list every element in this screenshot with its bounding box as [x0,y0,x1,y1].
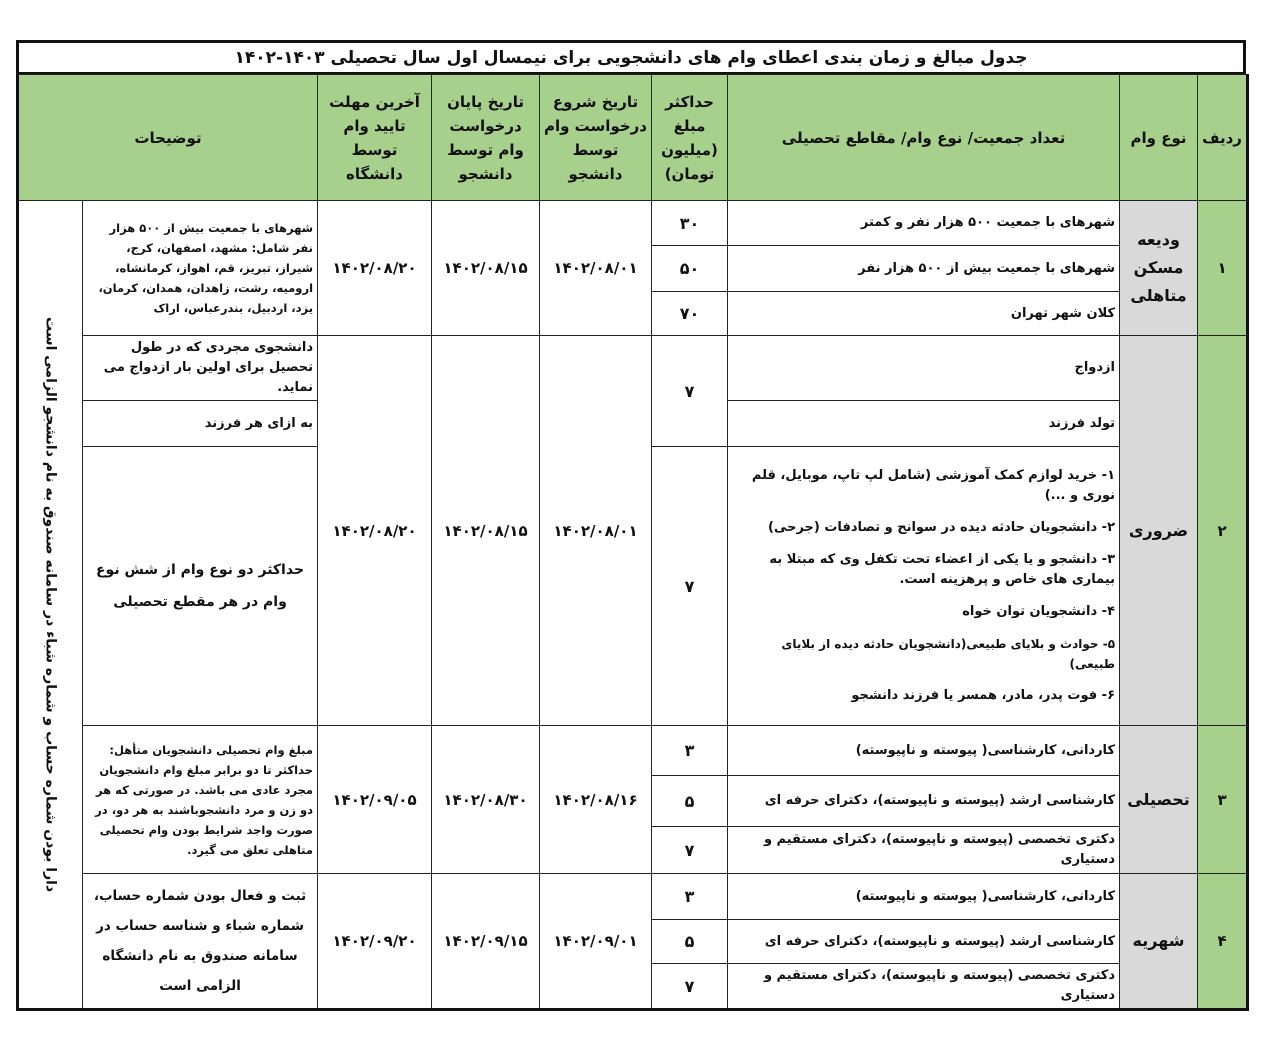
loan-type: ضروری [1120,336,1198,726]
amount-cell: ۷ [652,447,728,726]
list-item: ۲- دانشجویان حادثه دیده در سوانح و تصادفات (جرحی) [767,520,1116,535]
header-row-number: ردیف [1198,75,1248,201]
deadline-date: ۱۴۰۲/۰۸/۲۰ [318,336,432,726]
amount-cell: ۷ [652,336,728,447]
amount-cell: ۵۰ [652,246,728,292]
list-item: ۵- حوادث و بلایای طبیعی(دانشجویان حادثه دیده از بلایای طبیعی) [781,637,1116,671]
note-cell: دانشجوی مجردی که در طول تحصیل برای اولین بار ازدواج می نماید. [83,336,318,401]
note-cell: شهرهای با جمعیت بیش از ۵۰۰ هزار نفر شامل: مشهد، اصفهان، کرج، شیراز، تبریز، قم، اهواز، کرمانشاه، ارومیه، رشت، زاهدان، همدان، کرمان، یزد، اردبیل، بندرعباس، اراک [83,201,318,336]
header-row [18,75,1248,201]
table-row [18,726,1248,776]
category-cell: کارشناسی ارشد (پیوسته و ناپیوسته)، دکترای حرفه ای [728,920,1120,964]
note-cell: حداکثر دو نوع وام از شش نوع وام در هر مقطع تحصیلی [83,447,318,726]
deadline-date: ۱۴۰۲/۰۸/۲۰ [318,201,432,336]
category-cell: تولد فرزند [728,401,1120,447]
end-date: ۱۴۰۲/۰۸/۳۰ [432,726,540,874]
amount-cell: ۵ [652,776,728,827]
list-item: ۴- دانشجویان توان خواه [962,604,1116,619]
amount-cell: ۷ [652,964,728,1010]
category-cell: شهرهای با جمعیت ۵۰۰ هزار نفر و کمتر [728,201,1120,246]
loan-type: شهریه [1120,874,1198,1010]
end-date: ۱۴۰۲/۰۹/۱۵ [432,874,540,1010]
category-cell: کاردانی، کارشناسی( پیوسته و ناپیوسته) [728,726,1120,776]
start-date: ۱۴۰۲/۰۸/۰۱ [540,201,652,336]
loan-table [16,74,1249,1011]
row-number: ۳ [1198,726,1248,874]
row-number: ۴ [1198,874,1248,1010]
page-title: جدول مبالغ و زمان بندی اعطای وام های دانشجویی برای نیمسال اول سال تحصیلی ۱۴۰۳-۱۴۰۲ [16,40,1246,74]
end-date: ۱۴۰۲/۰۸/۱۵ [432,201,540,336]
category-cell: دکتری تخصصی (پیوسته و ناپیوسته)، دکترای مستقیم و دستیاری [728,827,1120,874]
row-number: ۱ [1198,201,1248,336]
note-cell: به ازای هر فرزند [83,401,318,447]
table-row [18,201,1248,246]
category-cell: کارشناسی ارشد (پیوسته و ناپیوسته)، دکترای حرفه ای [728,776,1120,827]
amount-cell: ۳۰ [652,201,728,246]
header-end-date: تاریخ پایان درخواست وام توسط دانشجو [432,75,540,201]
category-cell: ازدواج [728,336,1120,401]
deadline-date: ۱۴۰۲/۰۹/۲۰ [318,874,432,1010]
deadline-date: ۱۴۰۲/۰۹/۰۵ [318,726,432,874]
table-row [18,874,1248,920]
sub-items-cell [728,447,1120,726]
header-loan-type: نوع وام [1120,75,1198,201]
note-cell: مبلغ وام تحصیلی دانشجویان متأهل: حداکثر تا دو برابر مبلغ وام دانشجویان مجرد عادی می باشد. در صورتی که هر دو زن و مرد دانشجوباشند به هر دو، در صورت واجد شرایط بودن وام تحصیلی متاهلی تعلق می گیرد. [83,726,318,874]
list-item: ۳- دانشجو و یا یکی از اعضاء تحت تکفل وی که مبتلا به بیماری های خاص و پرهزینه است. [769,552,1116,587]
category-cell: دکتری تخصصی (پیوسته و ناپیوسته)، دکترای مستقیم و دستیاری [728,964,1120,1010]
end-date: ۱۴۰۲/۰۸/۱۵ [432,336,540,726]
loan-type: تحصیلی [1120,726,1198,874]
loan-schedule-document [16,40,1246,1011]
amount-cell: ۵ [652,920,728,964]
category-cell: کاردانی، کارشناسی( پیوسته و ناپیوسته) [728,874,1120,920]
start-date: ۱۴۰۲/۰۸/۰۱ [540,336,652,726]
header-notes: توضیحات [18,75,318,201]
header-deadline: آخرین مهلت تایید وام توسط دانشگاه [318,75,432,201]
category-cell: شهرهای با جمعیت بیش از ۵۰۰ هزار نفر [728,246,1120,292]
amount-cell: ۷ [652,827,728,874]
amount-cell: ۷۰ [652,292,728,336]
start-date: ۱۴۰۲/۰۸/۱۶ [540,726,652,874]
header-category: تعداد جمعیت/ نوع وام/ مقاطع تحصیلی [728,75,1120,201]
side-note [18,201,83,1010]
table-row [18,336,1248,401]
amount-cell: ۳ [652,726,728,776]
header-max-amount: حداکثر مبلغ (میلیون تومان) [652,75,728,201]
category-cell: کلان شهر تهران [728,292,1120,336]
start-date: ۱۴۰۲/۰۹/۰۱ [540,874,652,1010]
side-note-text: دارا بودن شماره حساب و شماره شباء در سامانه صندوق به نام دانشجو الزامی است [42,316,59,893]
note-cell: ثبت و فعال بودن شماره حساب، شماره شباء و شناسه حساب در سامانه صندوق به نام دانشگاه الزامی است [83,874,318,1010]
row-number: ۲ [1198,336,1248,726]
loan-type: ودیعه مسکن متاهلی [1120,201,1198,336]
header-start-date: تاریخ شروع درخواست وام توسط دانشجو [540,75,652,201]
amount-cell: ۳ [652,874,728,920]
list-item: ۶- فوت پدر، مادر، همسر یا فرزند دانشجو [851,688,1116,703]
list-item: ۱- خرید لوازم کمک آموزشی (شامل لپ تاپ، موبایل، قلم نوری و ...) [751,468,1116,503]
